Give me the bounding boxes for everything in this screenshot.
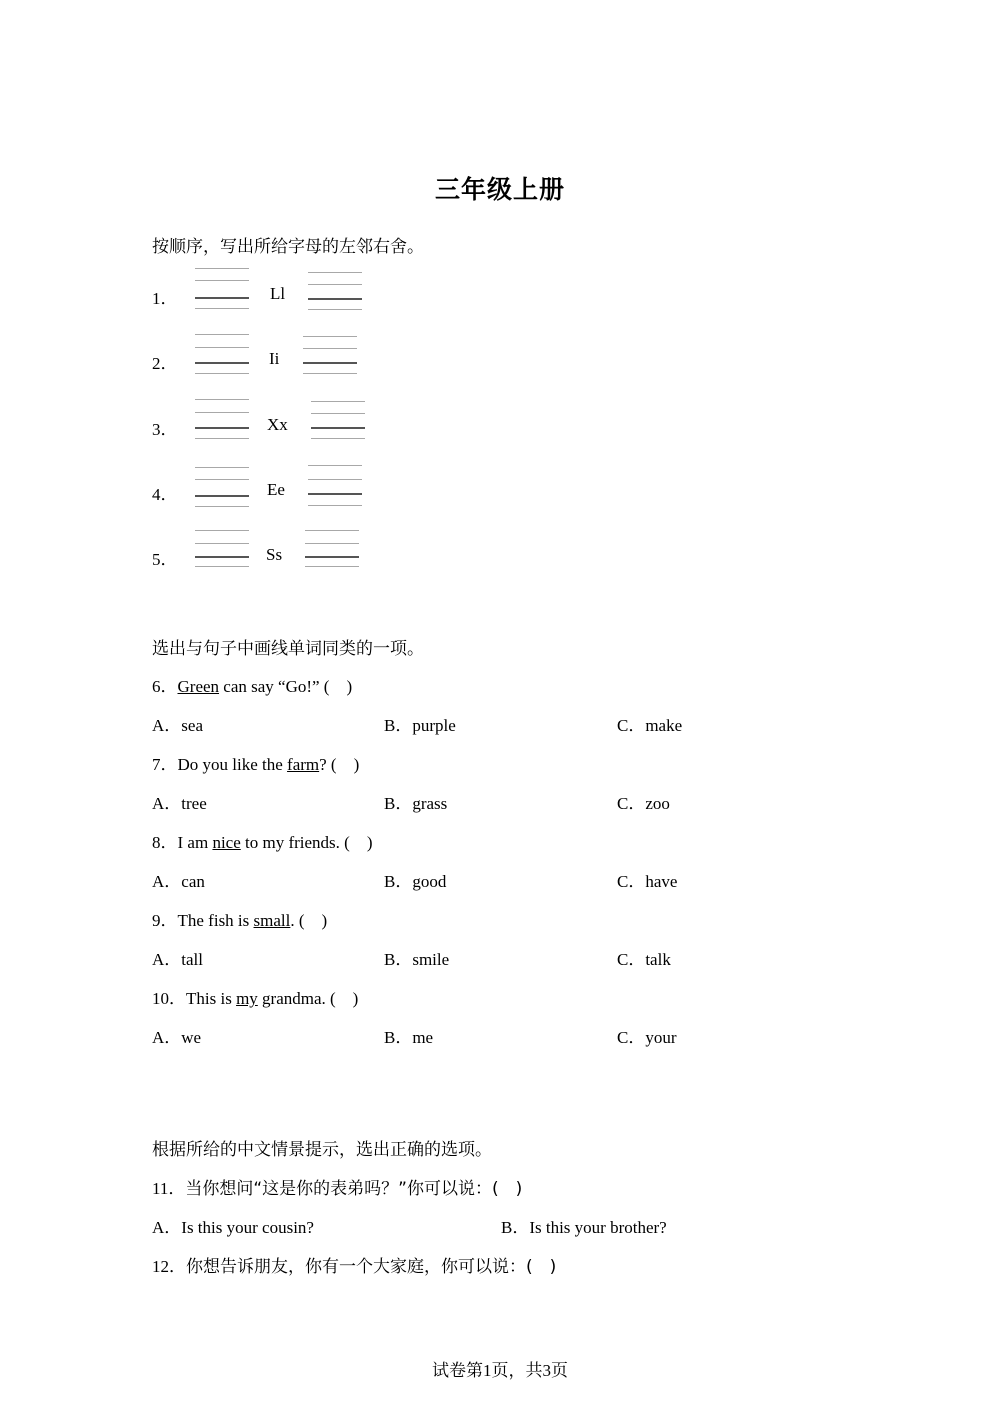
- option-a[interactable]: A．sea: [152, 716, 203, 735]
- option-b[interactable]: B．purple: [384, 716, 456, 735]
- item-number: 5．: [152, 550, 178, 569]
- question-number: 6．: [152, 677, 178, 696]
- question-text: I am: [177, 833, 213, 852]
- question-number: 10．: [152, 989, 186, 1008]
- underlined-word: nice: [212, 833, 241, 852]
- question-text: ? ( ): [319, 755, 360, 774]
- option-c[interactable]: C．talk: [617, 950, 671, 969]
- option-b[interactable]: B．grass: [384, 794, 448, 813]
- question-9: [152, 906, 327, 931]
- question-number: 11．: [152, 1179, 186, 1198]
- given-letter: Ss: [266, 545, 283, 564]
- question-7: [152, 750, 359, 775]
- section1-instruction: 按顺序，写出所给字母的左邻右舍。: [152, 237, 424, 257]
- given-letter: Ee: [267, 480, 285, 499]
- option-b[interactable]: B．good: [384, 872, 447, 891]
- question-text: 当你想问“这是你的表弟吗？”你可以说：( ): [185, 1179, 523, 1199]
- writing-lines-right[interactable]: [308, 465, 362, 509]
- option-c[interactable]: C．zoo: [617, 794, 670, 813]
- page-title: 三年级上册: [434, 175, 565, 204]
- given-letter: Xx: [267, 415, 288, 434]
- given-letter: Ll: [270, 284, 286, 303]
- item-number: 1．: [152, 289, 178, 308]
- writing-lines-right[interactable]: [311, 401, 365, 445]
- option-a[interactable]: A．tree: [152, 794, 207, 813]
- question-8: [152, 828, 373, 853]
- writing-lines-left[interactable]: [195, 399, 249, 443]
- writing-lines-left[interactable]: [195, 268, 249, 312]
- option-a[interactable]: A．Is this your cousin?: [152, 1218, 314, 1237]
- question-number: 9．: [152, 911, 178, 930]
- question-10: [152, 984, 358, 1009]
- question-text: to my friends. ( ): [240, 833, 373, 852]
- option-b[interactable]: B．Is this your brother?: [501, 1218, 667, 1237]
- question-number: 8．: [152, 833, 178, 852]
- option-c[interactable]: C．make: [617, 716, 683, 735]
- question-12: [152, 1252, 556, 1277]
- writing-lines-left[interactable]: [195, 467, 249, 511]
- item-number: 3．: [152, 420, 178, 439]
- writing-lines-left[interactable]: [195, 530, 249, 574]
- question-text: Do you like the: [177, 755, 288, 774]
- question-number: 12．: [152, 1257, 186, 1276]
- section3-instruction: 根据所给的中文情景提示，选出正确的选项。: [152, 1140, 492, 1160]
- option-b[interactable]: B．me: [384, 1028, 434, 1047]
- question-text: This is: [186, 989, 237, 1008]
- underlined-word: Green: [177, 677, 220, 696]
- question-6: [152, 672, 352, 697]
- underlined-word: small: [253, 911, 291, 930]
- item-number: 2．: [152, 354, 178, 373]
- option-a[interactable]: A．we: [152, 1028, 202, 1047]
- question-number: 7．: [152, 755, 178, 774]
- question-text: The fish is: [177, 911, 254, 930]
- given-letter: Ii: [269, 349, 280, 368]
- question-text: . ( ): [290, 911, 328, 930]
- option-a[interactable]: A．can: [152, 872, 205, 891]
- writing-lines-right[interactable]: [303, 336, 357, 380]
- question-text: grandma. ( ): [257, 989, 359, 1008]
- option-c[interactable]: C．have: [617, 872, 678, 891]
- underlined-word: my: [236, 989, 258, 1008]
- section2-instruction: 选出与句子中画线单词同类的一项。: [152, 639, 424, 659]
- item-number: 4．: [152, 485, 178, 504]
- question-text: 你想告诉朋友，你有一个大家庭，你可以说：( ): [186, 1257, 557, 1277]
- option-a[interactable]: A．tall: [152, 950, 203, 969]
- question-text: can say “Go!” ( ): [219, 677, 353, 696]
- underlined-word: farm: [287, 755, 320, 774]
- writing-lines-left[interactable]: [195, 334, 249, 378]
- writing-lines-right[interactable]: [305, 530, 359, 574]
- option-b[interactable]: B．smile: [384, 950, 450, 969]
- option-c[interactable]: C．your: [617, 1028, 677, 1047]
- question-11: [152, 1174, 522, 1199]
- page-footer: 试卷第1页，共3页: [432, 1361, 568, 1380]
- writing-lines-right[interactable]: [308, 272, 362, 316]
